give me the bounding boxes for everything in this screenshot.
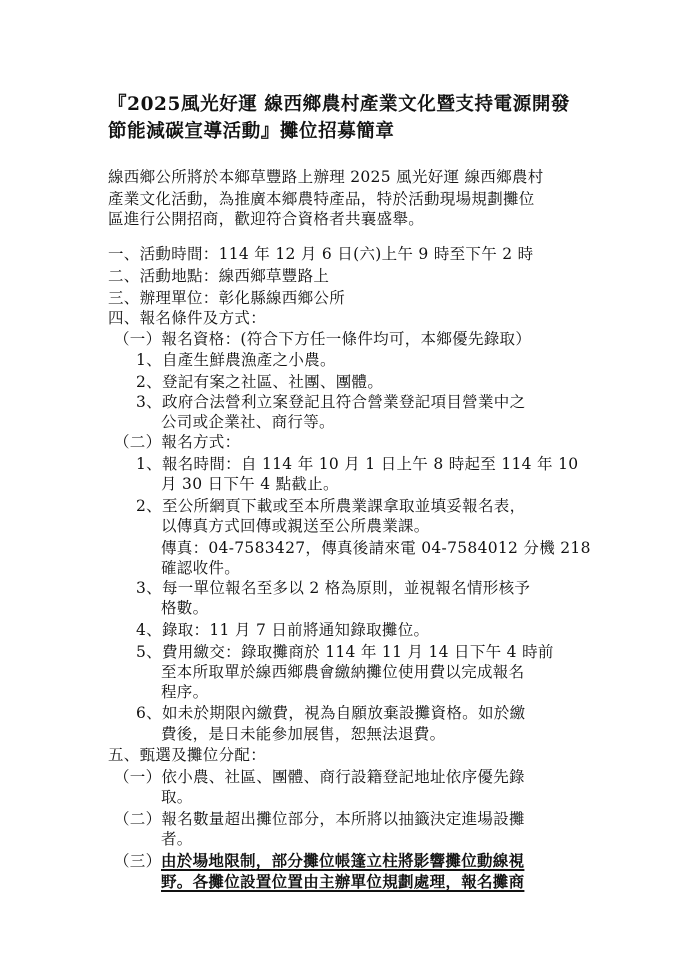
intro-line-3: 區進行公開招商，歡迎符合資格者共襄盛舉。 [108, 210, 425, 228]
eligibility-item-3-cont: 公司或企業社、商行等。 [161, 413, 335, 431]
method-item-2: 2、至公所網頁下載或至本所農業課拿取並填妥報名表， [136, 497, 526, 515]
selection-item-3-bold: 由於場地限制，部分攤位帳篷立柱將影響攤位動線視 [161, 851, 525, 870]
method-item-5-cont: 至本所取單於線西鄉農會繳納攤位使用費以完成報名 [161, 663, 525, 681]
organizer: 三、辦理單位：彰化縣線西鄉公所 [108, 289, 346, 307]
eligibility-item-1: 1、自產生鮮農漁產之小農。 [136, 351, 336, 369]
method-item-4: 4、錄取：11 月 7 日前將通知錄取攤位。 [136, 621, 430, 639]
method-item-1-cont: 月 30 日下午 4 點截止。 [161, 475, 339, 493]
selection-item-1-cont: 取。 [161, 788, 193, 806]
selection-item-1: （一）依小農、社區、團體、商行設籍登記地址依序優先錄 [114, 768, 525, 786]
method-item-3: 3、每一單位報名至多以 2 格為原則，並視報名情形核予 [136, 579, 531, 597]
fax-info-cont: 確認收件。 [161, 559, 241, 577]
selection-item-2: （二）報名數量超出攤位部分，本所將以抽籤決定進場設攤 [114, 810, 525, 828]
method-item-2-cont: 以傳真方式回傳或親送至公所農業課。 [161, 517, 430, 535]
method-item-5-cont-2: 程序。 [161, 683, 209, 701]
eligibility-heading: （一）報名資格：(符合下方任一條件均可，本鄉優先錄取） [114, 330, 532, 348]
method-item-6-cont: 費後，是日未能參加展售，恕無法退費。 [161, 725, 446, 743]
fax-info: 傳真：04-7583427，傳真後請來電 04-7584012 分機 218 [161, 539, 591, 557]
section4-heading: 四、報名條件及方式： [108, 309, 267, 327]
method-item-1: 1、報名時間：自 114 年 10 月 1 日上午 8 時起至 114 年 10 [136, 455, 579, 473]
event-time: 一、活動時間：114 年 12 月 6 日(六)上午 9 時至下午 2 時 [108, 245, 534, 263]
intro-line-2: 產業文化活動，為推廣本鄉農特產品，特於活動現場規劃攤位 [108, 190, 535, 208]
eligibility-item-3: 3、政府合法營利立案登記且符合營業登記項目營業中之 [136, 393, 526, 411]
eligibility-item-2: 2、登記有案之社區、社團、團體。 [136, 373, 384, 391]
method-item-6: 6、如未於期限內繳費，視為自願放棄設攤資格。如於繳 [136, 704, 526, 722]
method-heading: （二）報名方式： [114, 433, 241, 451]
method-item-5: 5、費用繳交：錄取攤商於 114 年 11 月 14 日下午 4 時前 [136, 643, 554, 661]
section5-heading: 五、甄選及攤位分配： [108, 746, 267, 764]
title-line-2: 節能減碳宣導活動』攤位招募簡章 [108, 121, 395, 142]
selection-item-3-label: （三） [114, 852, 162, 870]
method-item-3-cont: 格數。 [161, 599, 209, 617]
title-line-1: 『2025風光好運 線西鄉農村產業文化暨支持電源開發 [108, 94, 571, 115]
event-location: 二、活動地點：線西鄉草豐路上 [108, 267, 330, 285]
intro-line-1: 線西鄉公所將於本鄉草豐路上辦理 2025 風光好運 線西鄉農村 [108, 168, 544, 186]
selection-item-2-cont: 者。 [161, 830, 193, 848]
selection-item-3-bold-cont: 野。各攤位設置位置由主辦單位規劃處理，報名攤商 [161, 872, 525, 891]
